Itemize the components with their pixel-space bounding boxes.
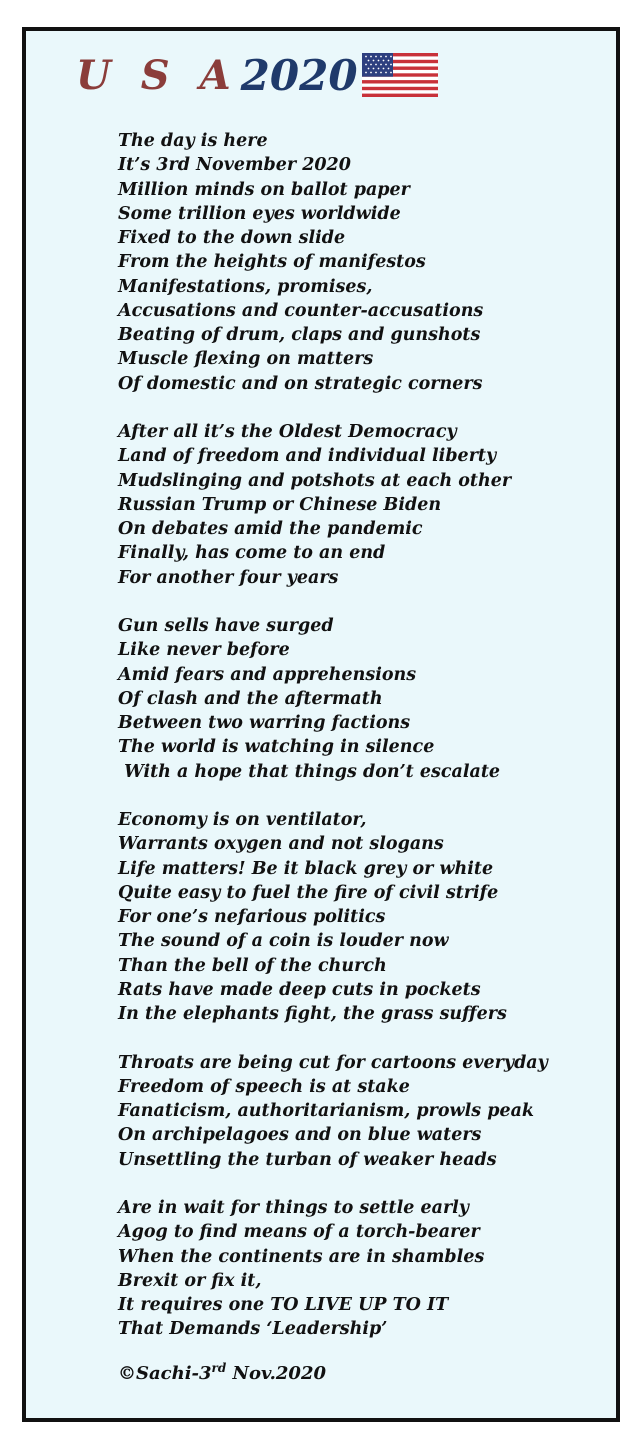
poem-line: Of domestic and on strategic corners bbox=[118, 373, 483, 394]
poem-line: The world is watching in silence bbox=[118, 737, 435, 758]
poem-line: After all it’s the Oldest Democracy bbox=[118, 422, 457, 442]
poem-line: Than the bell of the church bbox=[118, 955, 387, 976]
poem-frame bbox=[22, 27, 620, 1422]
poem-line: Life matters! Be it black grey or white bbox=[118, 858, 494, 879]
poem-line: Fixed to the down slide bbox=[118, 228, 346, 248]
poem-line: Russian Trump or Chinese Biden bbox=[118, 494, 442, 515]
poem-line: It’s 3rd November 2020 bbox=[118, 155, 351, 176]
poem-line: It requires one TO LIVE UP TO IT bbox=[118, 1295, 449, 1315]
poem-stanza bbox=[118, 1051, 598, 1172]
poem-line: Accusations and counter-accusations bbox=[118, 300, 484, 321]
signature bbox=[118, 1361, 326, 1384]
poem-line: On debates amid the pandemic bbox=[118, 519, 423, 539]
poem-line: Million minds on ballot paper bbox=[118, 179, 410, 200]
poem-line: Agog to find means of a torch-bearer bbox=[118, 1222, 480, 1243]
signature-superscript: rd bbox=[211, 1361, 227, 1375]
title-usa: U S A bbox=[76, 51, 239, 99]
poem-line: Economy is on ventilator, bbox=[118, 810, 367, 830]
signature-prefix: ©Sachi-3 bbox=[118, 1363, 212, 1384]
poem-line: For another four years bbox=[118, 567, 339, 588]
poem-line: Quite easy to fuel the fire of civil strife bbox=[118, 882, 499, 903]
poem-body bbox=[118, 129, 598, 1366]
poem-line: Like never before bbox=[118, 640, 290, 661]
poem-line: Finally, has come to an end bbox=[118, 543, 386, 564]
poem-line: The sound of a coin is louder now bbox=[118, 931, 449, 952]
poem-line: Amid fears and apprehensions bbox=[118, 664, 417, 685]
poem-line: Gun sells have surged bbox=[118, 616, 334, 636]
poem-line: For one’s nefarious politics bbox=[118, 907, 386, 927]
poem-line: Throats are being cut for cartoons everyday bbox=[118, 1052, 548, 1073]
title-year: 2020 bbox=[240, 50, 358, 100]
poem-stanza bbox=[118, 129, 598, 396]
poem-line: The day is here bbox=[118, 131, 268, 151]
us-flag-icon bbox=[362, 53, 438, 97]
poem-line: From the heights of manifestos bbox=[118, 252, 426, 273]
poem-line: Mudslinging and potshots at each other bbox=[118, 470, 512, 491]
poem-line: Are in wait for things to settle early bbox=[118, 1198, 469, 1218]
poem-line: Brexit or fix it, bbox=[118, 1270, 262, 1291]
title-row bbox=[76, 47, 438, 103]
poem-line: With a hope that things don’t escalate bbox=[118, 761, 501, 782]
signature-suffix: Nov.2020 bbox=[226, 1363, 327, 1384]
poem-line: Warrants oxygen and not slogans bbox=[118, 834, 444, 855]
poem-stanza bbox=[118, 614, 598, 784]
poem-line: Some trillion eyes worldwide bbox=[118, 203, 401, 224]
poem-line: In the elephants fight, the grass suffers bbox=[118, 1004, 507, 1024]
poem-line: Unsettling the turban of weaker heads bbox=[118, 1149, 497, 1170]
poem-line: Rats have made deep cuts in pockets bbox=[118, 979, 481, 1000]
poem-line: Land of freedom and individual liberty bbox=[118, 446, 497, 467]
poem-line: That Demands ‘Leadership’ bbox=[118, 1319, 388, 1340]
poem-line: When the continents are in shambles bbox=[118, 1246, 485, 1267]
poem-line: Manifestations, promises, bbox=[118, 276, 373, 297]
poem-line: On archipelagoes and on blue waters bbox=[118, 1125, 482, 1146]
poem-stanza bbox=[118, 1196, 598, 1342]
poem-line: Fanaticism, authoritarianism, prowls peak bbox=[118, 1101, 535, 1121]
poem-stanza bbox=[118, 808, 598, 1026]
poem-line: Between two warring factions bbox=[118, 713, 411, 733]
poem-stanza bbox=[118, 420, 598, 590]
poem-line: Beating of drum, claps and gunshots bbox=[118, 325, 481, 345]
poem-line: Muscle flexing on matters bbox=[118, 349, 374, 370]
poem-line: Freedom of speech is at stake bbox=[118, 1076, 410, 1097]
poem-line: Of clash and the aftermath bbox=[118, 688, 383, 709]
